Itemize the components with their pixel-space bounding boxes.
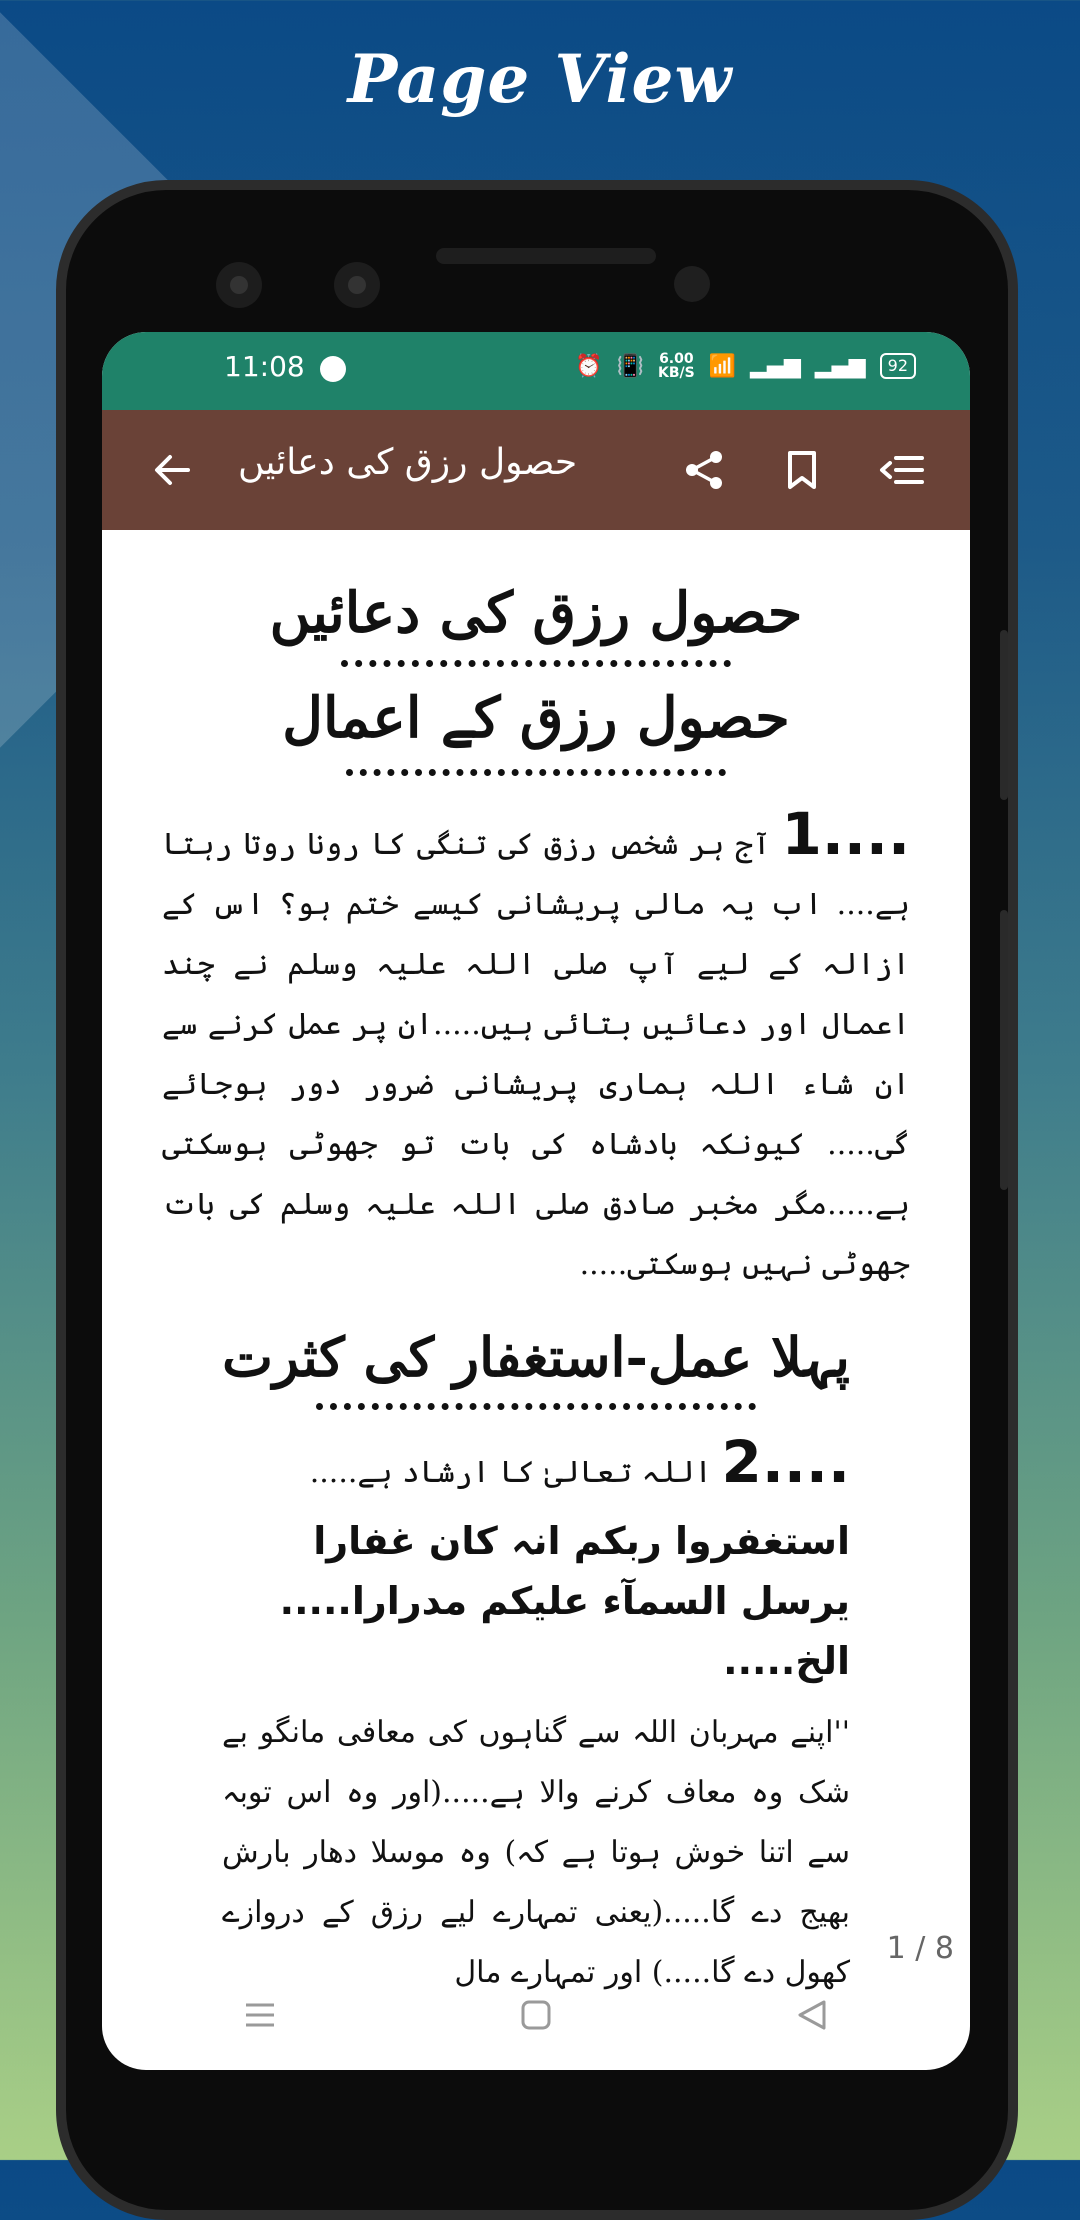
back-button[interactable] (142, 440, 202, 500)
page-indicator: 1 / 8 (886, 1931, 954, 1966)
phone-screen (102, 332, 970, 2070)
status-bar (102, 332, 970, 410)
item-number: 2.... (721, 1428, 850, 1496)
power-button (1000, 910, 1008, 1190)
app-bar (102, 410, 970, 530)
arabic-verse: استغفروا ربکم انہ کان غفارا یرسل السمآء علیکم مدرارا..... الخ..... (279, 1519, 850, 1683)
item2-intro: 2.... اللہ تعالیٰ کا ارشاد ہے..... (309, 1428, 850, 1496)
menu-button[interactable] (872, 440, 932, 500)
bookmark-icon (780, 448, 824, 492)
divider-dots (316, 1403, 756, 1410)
alarm-icon: ⏰ (575, 353, 603, 379)
document-page[interactable] (102, 530, 970, 2000)
front-camera-2 (334, 262, 380, 308)
list-menu-icon (878, 448, 926, 492)
proximity-sensor (674, 266, 710, 302)
translation-text: ''اپنے مہربان اللہ سے گناہوں کی معافی مانگو بے شک وہ معاف کرنے والا ہے.....(اور وہ اس توبہ سے اتنا خوش ہوتا ہے کہ) وہ موسلا دھار بارش بھیج دے گا.....(یعنی تمہارے لیے رزق کے دروازے کھول دے گا.....) اور تمہارے مال (222, 1715, 850, 1990)
divider-dots (346, 769, 726, 776)
promo-title: Page View (347, 40, 733, 118)
share-button[interactable] (674, 440, 734, 500)
bookmark-button[interactable] (772, 440, 832, 500)
status-time: 11:08 (224, 350, 305, 383)
back-arrow-icon (150, 448, 194, 492)
back-nav-icon[interactable] (794, 1997, 830, 2033)
signal-icon: ▂▄▆ (750, 353, 801, 379)
app-title: حصول رزق کی دعائیں (238, 442, 578, 483)
notification-icon (320, 356, 346, 382)
wifi-icon: 📶 (708, 353, 737, 379)
volume-button (1000, 630, 1008, 800)
front-camera-1 (216, 262, 262, 308)
navigation-bar (102, 1960, 970, 2070)
share-icon (682, 448, 726, 492)
item-number: 1.... (781, 800, 910, 868)
network-speed: 6.00 KB/S (657, 351, 695, 381)
earpiece-speaker (436, 248, 656, 264)
paragraph-1: 1.... آج ہر شخص رزق کی تنگی کا رونا روتا رہتا ہے.... اب یہ مالی پریشانی کیسے ختم ہو؟ اس کے ازالہ کے لیے آپ صلی اللہ علیہ وسلم نے چند اعمال اور دعائیں بتائی ہیں.....ان پر عمل کرنے سے ان شاء اللہ ہماری پریشانی ضرور دور ہوجائے گی..... کیونکہ بادشاہ کی بات تو جھوٹی ہوسکتی ہے.....مگر مخبر صادق صلی اللہ علیہ وسلم کی بات جھوٹی نہیں ہوسکتی..... (162, 800, 910, 1282)
home-icon[interactable] (518, 1997, 554, 2033)
heading-secondary: حصول رزق کے اعمال (282, 685, 790, 751)
heading-main: حصول رزق کی دعائیں (269, 580, 803, 646)
battery-icon: 92 (880, 353, 916, 379)
heading-section: پہلا عمل-استغفار کی کثرت (222, 1325, 850, 1389)
signal2-icon: ▂▄▆ (814, 353, 866, 379)
divider-dots (341, 660, 731, 667)
status-icons (575, 352, 916, 380)
vibrate-icon: 📳 (616, 353, 644, 379)
recents-icon[interactable] (242, 1997, 278, 2033)
